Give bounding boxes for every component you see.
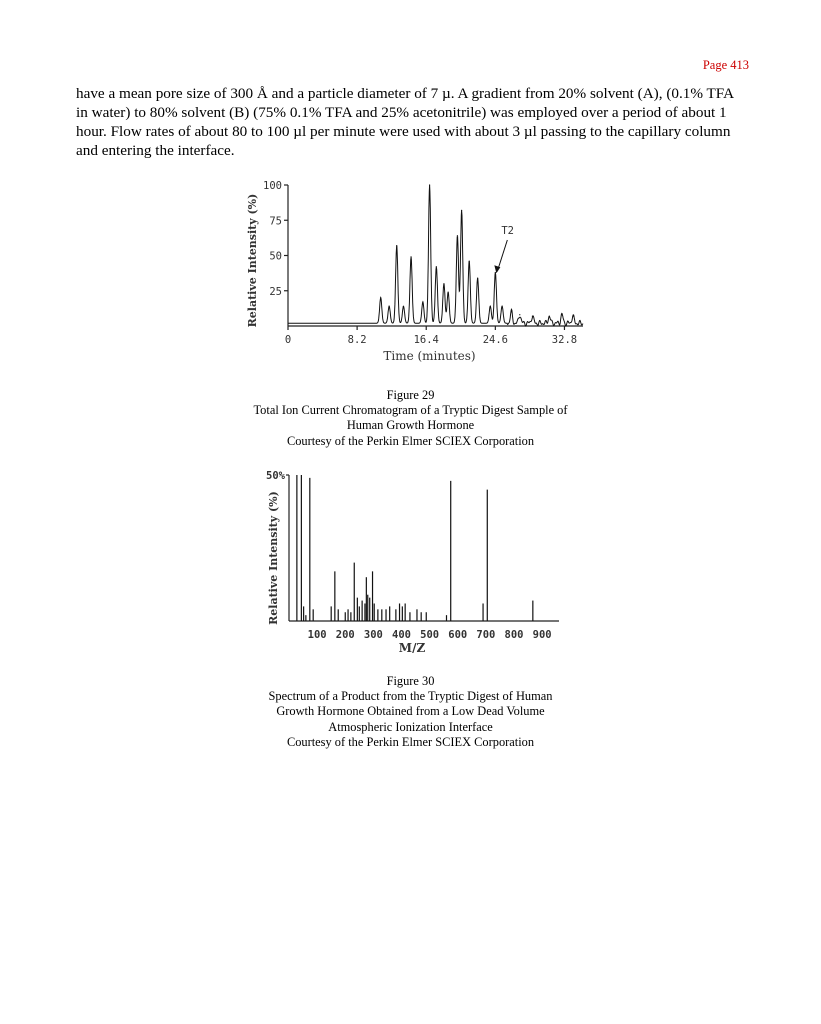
- y-tick-label: 75: [269, 215, 282, 228]
- x-axis-label: Time (minutes): [383, 349, 476, 363]
- x-tick-label: 200: [335, 629, 355, 641]
- y-axis-label: Relative Intensity (%): [267, 491, 280, 625]
- x-tick-label: 700: [476, 629, 496, 641]
- figure-30-number: Figure 30: [386, 674, 435, 688]
- figure-30-caption: [0, 674, 821, 750]
- x-tick-label: 600: [448, 629, 468, 641]
- x-tick-label: 900: [532, 629, 552, 641]
- x-tick-label: 300: [363, 629, 383, 641]
- x-tick-label: 8.2: [347, 334, 367, 346]
- x-tick-label: 400: [392, 629, 411, 641]
- figure-29-caption-line: Human Growth Hormone: [346, 418, 475, 433]
- y-tick-label: 50%: [266, 470, 285, 482]
- x-tick-label: 500: [420, 629, 440, 641]
- y-tick-label: 25: [269, 285, 282, 298]
- y-axis-label: Relative Intensity (%): [246, 193, 259, 328]
- figure-30-caption-line: Courtesy of the Perkin Elmer SCIEX Corporation: [286, 734, 535, 749]
- annotation-label: T2: [501, 225, 514, 237]
- x-axis-label: M/Z: [398, 641, 426, 655]
- page-number: Page 413: [702, 58, 749, 72]
- figure-29-caption-line: Courtesy of the Perkin Elmer SCIEX Corporation: [286, 433, 535, 448]
- figure-30-caption-line: Spectrum of a Product from the Tryptic Digest of Human: [268, 689, 553, 704]
- figure-29-number: Figure 29: [386, 388, 435, 402]
- x-tick-label: 16.4: [413, 334, 439, 346]
- x-tick-label: 0: [284, 334, 292, 346]
- y-tick-label: 50: [269, 250, 282, 263]
- x-tick-label: 32.8: [551, 334, 578, 346]
- figure-29-caption-line: Total Ion Current Chromatogram of a Tryptic Digest Sample of: [253, 403, 568, 418]
- y-tick-label: 100: [263, 180, 282, 192]
- x-tick-label: 100: [307, 629, 327, 641]
- figure-30-caption-line: Atmospheric Ionization Interface: [328, 719, 493, 734]
- body-paragraph: have a mean pore size of 300 Å and a particle diameter of 7 µ. A gradient from 20% solvent (A), (0.1% TFA in water) to 80% solvent (B) (75% 0.1% TFA and 25% acetonitrile) was employed over a period of about 1 hour. Flow rates of about 80 to 100 µl per minute were used with about 3 µl passing to the capillary column and entering the interface.: [76, 85, 734, 159]
- x-tick-label: 24.6: [482, 334, 508, 346]
- figure-30-caption-line: Growth Hormone Obtained from a Low Dead Volume: [276, 704, 545, 719]
- x-tick-label: 800: [504, 629, 524, 641]
